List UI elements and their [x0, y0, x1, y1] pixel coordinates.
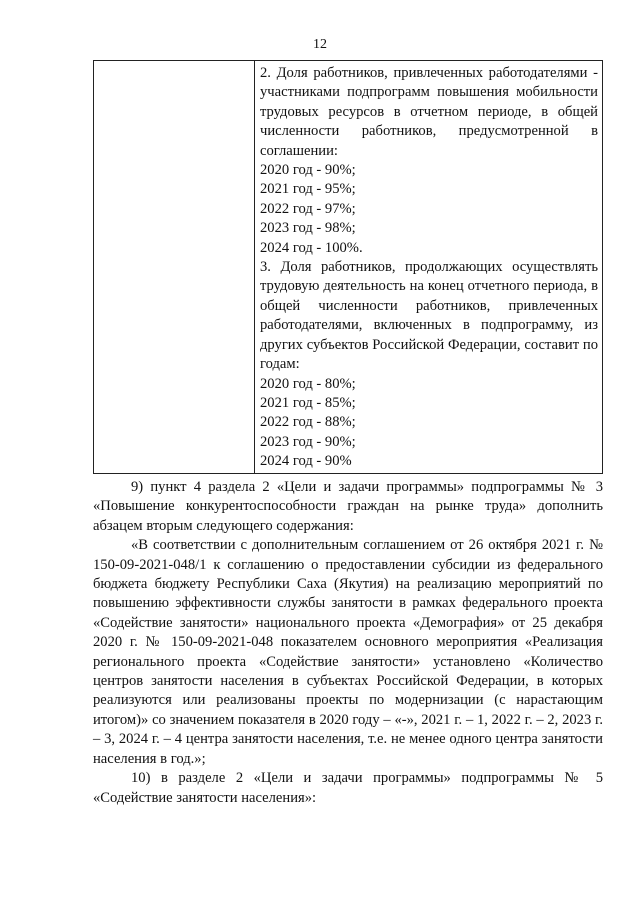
- item3-value: 2023 год - 90%;: [260, 433, 356, 450]
- item3-value: 2024 год - 90%: [260, 453, 352, 470]
- item2-value: 2021 год - 95%;: [260, 181, 356, 198]
- indicators-table: [93, 60, 603, 474]
- table-cell-left: [94, 61, 255, 473]
- item2-value: 2022 год - 97%;: [260, 200, 356, 217]
- item2-value: 2020 год - 90%;: [260, 162, 356, 179]
- paragraph-9: 9) пункт 4 раздела 2 «Цели и задачи программы» подпрограммы № 3 «Повышение конкурентоспособности граждан на рынке труда» дополнить абзацем вторым следующего содержания:: [93, 479, 603, 534]
- item2-value: 2023 год - 98%;: [260, 220, 356, 237]
- item3-value: 2020 год - 80%;: [260, 375, 356, 392]
- item3-value: 2022 год - 88%;: [260, 414, 356, 431]
- paragraph-10: 10) в разделе 2 «Цели и задачи программы» подпрограммы № 5 «Содействие занятости населения»:: [93, 770, 603, 806]
- item3-heading: 3. Доля работников, продолжающих осуществлять трудовую деятельность на конец отчетного периода, в общей численности работников, привлеченных работодателями, включенных в подпрограмму, из других субъектов Российской Федерации, составит по годам:: [260, 259, 598, 373]
- item3-value: 2021 год - 85%;: [260, 394, 356, 411]
- document-body: [93, 478, 603, 808]
- item2-value: 2024 год - 100%.: [260, 239, 363, 256]
- page-number: 12: [313, 37, 327, 52]
- item2-heading: 2. Доля работников, привлеченных работодателями - участниками подпрограмм повышения мобильности трудовых ресурсов в отчетном периоде, в общей численности работников, предусмотренной в соглашении:: [260, 65, 598, 159]
- paragraph-quote: «В соответствии с дополнительным соглашением от 26 октября 2021 г. № 150-09-2021-048/1 к соглашению о предоставлении субсидии из федерального бюджета бюджету Республики Саха (Якутия) на реализацию мероприятий по повышению эффективности службы занятости в рамках федерального проекта «Содействие занятости» национального проекта «Демография» от 25 декабря 2020 г. № 150-09-2021-048 показателем основного мероприятия «Реализация регионального проекта «Содействие занятости» установлено «Количество центров занятости населения в субъектах Российской Федерации, в которых реализуются или реализованы проекты по модернизации (с нарастающим итогом)» со значением показателя в 2020 году – «-», 2021 г. – 1, 2022 г. – 2, 2023 г. – 3, 2024 г. – 4 центра занятости населения, т.е. не менее одного центра занятости населения в год.»;: [93, 537, 603, 767]
- table-cell-right: [255, 61, 602, 473]
